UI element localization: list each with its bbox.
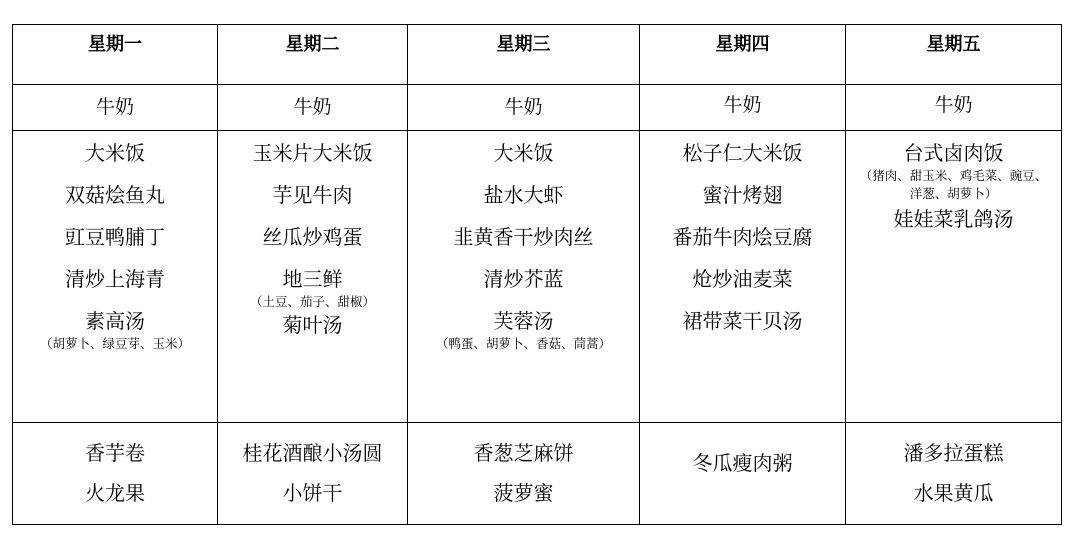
dish: 松子仁大米饭 — [682, 141, 803, 165]
snack-item: 菠萝蜜 — [493, 481, 554, 505]
dish: 盐水大虾 — [483, 183, 564, 207]
lunch-thursday — [640, 131, 846, 423]
dish: 芋见牛肉 — [272, 183, 353, 207]
milk-friday: 牛奶 — [846, 85, 1062, 131]
dish: 双菇烩鱼丸 — [65, 183, 165, 207]
snack-item: 桂花酒酿小汤圆 — [242, 441, 383, 465]
milk-thursday: 牛奶 — [640, 85, 846, 131]
snack-item: 火龙果 — [85, 481, 145, 505]
milk-monday: 牛奶 — [13, 85, 218, 131]
lunch-friday — [846, 131, 1062, 423]
dish: 清炒上海青 — [65, 267, 165, 291]
dish: 丝瓜炒鸡蛋 — [262, 225, 363, 249]
dish: 素高汤 — [85, 309, 145, 333]
snack-item: 水果黄瓜 — [913, 481, 994, 505]
header-tuesday: 星期二 — [218, 25, 408, 85]
lunch-monday — [13, 131, 218, 423]
dish: 豇豆鸭脯丁 — [65, 225, 165, 249]
snack-item: 香芋卷 — [85, 441, 145, 465]
dish: 娃娃菜乳鸽汤 — [893, 207, 1014, 231]
weekday-header-row — [13, 25, 1062, 85]
dish: 炝炒油麦菜 — [692, 267, 793, 291]
dish: 芙蓉汤 — [493, 309, 554, 333]
snack-item: 冬瓜瘦肉粥 — [692, 451, 793, 475]
dish: 地三鲜 — [282, 267, 343, 291]
header-thursday: 星期四 — [640, 25, 846, 85]
dish: 韭黄香干炒肉丝 — [453, 225, 594, 249]
dish-note: 洋葱、胡萝卜） — [909, 186, 998, 201]
snack-friday — [846, 423, 1062, 525]
lunch-tuesday — [218, 131, 408, 423]
snack-tuesday — [218, 423, 408, 525]
milk-wednesday: 牛奶 — [408, 85, 640, 131]
dish: 玉米片大米饭 — [252, 141, 373, 165]
header-wednesday: 星期三 — [408, 25, 640, 85]
weekly-menu-table — [12, 24, 1062, 525]
lunch-row — [13, 131, 1062, 423]
dish-note: （土豆、茄子、甜椒） — [249, 294, 375, 309]
header-monday: 星期一 — [13, 25, 218, 85]
dish: 菊叶汤 — [282, 313, 343, 337]
snack-wednesday — [408, 423, 640, 525]
dish: 大米饭 — [85, 141, 145, 165]
dish: 番茄牛肉烩豆腐 — [672, 225, 813, 249]
dish: 大米饭 — [493, 141, 554, 165]
dish-note: （鸭蛋、胡萝卜、香菇、茼蒿） — [435, 336, 611, 351]
dish: 台式卤肉饭 — [903, 141, 1004, 165]
snack-item: 小饼干 — [282, 481, 343, 505]
dish: 清炒芥蓝 — [483, 267, 564, 291]
snack-item: 香葱芝麻饼 — [473, 441, 574, 465]
dish: 裙带菜干贝汤 — [682, 309, 803, 333]
dish-note: （胡萝卜、绿豆芽、玉米） — [39, 336, 190, 351]
dish: 蜜汁烤翅 — [702, 183, 783, 207]
header-friday: 星期五 — [846, 25, 1062, 85]
dish-note: （猪肉、甜玉米、鸡毛菜、豌豆、 — [859, 168, 1048, 183]
snack-item: 潘多拉蛋糕 — [903, 441, 1004, 465]
snack-thursday — [640, 423, 846, 525]
milk-tuesday: 牛奶 — [218, 85, 408, 131]
milk-row — [13, 85, 1062, 131]
snack-row — [13, 423, 1062, 525]
snack-monday — [13, 423, 218, 525]
lunch-wednesday — [408, 131, 640, 423]
